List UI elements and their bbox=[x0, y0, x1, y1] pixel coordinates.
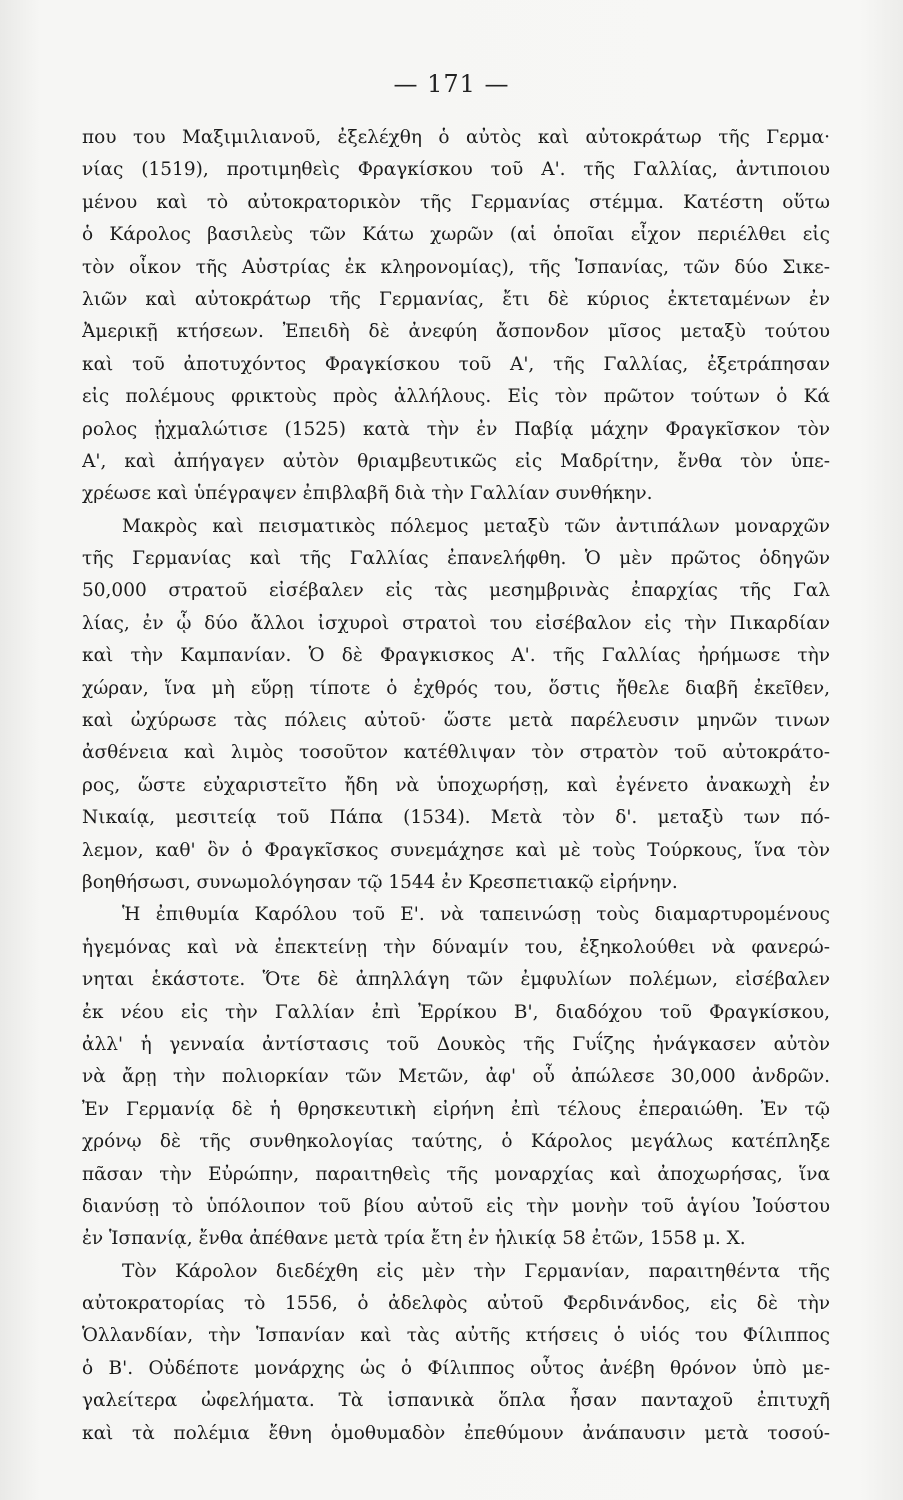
text-line: λεμον, καθ' ὃν ὁ Φραγκῖσκος συνεμάχησε καὶ μὲ τοὺς Τούρκους, ἵνα τὸν bbox=[82, 839, 830, 861]
text-line: ἡγεμόνας καὶ νὰ ἐπεκτείνῃ τὴν δύναμίν του, ἐξηκολούθει νὰ φανερώ- bbox=[82, 936, 830, 958]
text-line: μένου καὶ τὸ αὐτοκρατορικὸν τῆς Γερμανίας στέμμα. Κατέστη οὕτω bbox=[82, 191, 830, 213]
text-line: καὶ τοῦ ἀποτυχόντος Φραγκίσκου τοῦ Α', τῆς Γαλλίας, ἐξετράπησαν bbox=[82, 353, 830, 375]
text-line: ὁ Β'. Οὐδέποτε μονάρχης ὡς ὁ Φίλιππος οὗτος ἀνέβη θρόνον ὑπὸ με- bbox=[82, 1357, 830, 1379]
text-line: νίας (1519), προτιμηθεὶς Φραγκίσκου τοῦ Α'. τῆς Γαλλίας, ἀντιποιου bbox=[82, 159, 830, 181]
text-line: χρέωσε καὶ ὑπέγραψεν ἐπιβλαβῆ διὰ τὴν Γαλλίαν συνθήκην. bbox=[82, 483, 653, 505]
text-line: βοηθήσωσι, συνωμολόγησαν τῷ 1544 ἐν Κρεσπετιακῷ εἰρήνην. bbox=[82, 871, 678, 893]
text-line: Μακρὸς καὶ πεισματικὸς πόλεμος μεταξὺ τῶν ἀντιπάλων μοναρχῶν bbox=[122, 515, 830, 537]
text-line: ρολος ᾐχμαλώτισε (1525) κατὰ τὴν ἐν Παβίᾳ μάχην Φραγκῖσκον τὸν bbox=[82, 418, 830, 440]
text-line: Α', καὶ ἀπήγαγεν αὐτὸν θριαμβευτικῶς εἰς Μαδρίτην, ἔνθα τὸν ὑπε- bbox=[82, 450, 830, 472]
text-line: λιῶν καὶ αὐτοκράτωρ τῆς Γερμανίας, ἔτι δὲ κύριος ἐκτεταμένων ἐν bbox=[82, 288, 830, 310]
text-line: καὶ ὠχύρωσε τὰς πόλεις αὐτοῦ· ὥστε μετὰ παρέλευσιν μηνῶν τινων bbox=[82, 710, 830, 732]
text-line: αὐτοκρατορίας τὸ 1556, ὁ ἀδελφὸς αὐτοῦ Φερδινάνδος, εἰς δὲ τὴν bbox=[82, 1293, 830, 1315]
text-line: εἰς πολέμους φρικτοὺς πρὸς ἀλλήλους. Εἰς τὸν πρῶτον τούτων ὁ Κά bbox=[82, 386, 830, 408]
text-line: ἀλλ' ἡ γενναία ἀντίστασις τοῦ Δουκὸς τῆς Γυΐζης ἠνάγκασεν αὐτὸν bbox=[82, 1033, 830, 1055]
text-line: Νικαίᾳ, μεσιτείᾳ τοῦ Πάπα (1534). Μετὰ τὸν δ'. μεταξὺ των πό- bbox=[82, 807, 830, 829]
text-line: Ὁλλανδίαν, τὴν Ἱσπανίαν καὶ τὰς αὐτῆς κτήσεις ὁ υἱός του Φίλιππος bbox=[82, 1325, 830, 1347]
text-line: πᾶσαν τὴν Εὐρώπην, παραιτηθεὶς τῆς μοναρχίας καὶ ἀποχωρήσας, ἵνα bbox=[82, 1163, 830, 1185]
text-line: 50,000 στρατοῦ εἰσέβαλεν εἰς τὰς μεσημβρινὰς ἐπαρχίας τῆς Γαλ bbox=[82, 580, 830, 602]
text-line: ἐκ νέου εἰς τὴν Γαλλίαν ἐπὶ Ἐρρίκου Β', διαδόχου τοῦ Φραγκίσκου, bbox=[82, 1001, 830, 1023]
text-line: που του Μαξιμιλιανοῦ, ἐξελέχθη ὁ αὐτὸς καὶ αὐτοκράτωρ τῆς Γερμα· bbox=[82, 127, 830, 148]
text-line: γαλείτερα ὠφελήματα. Τὰ ἱσπανικὰ ὅπλα ἦσαν πανταχοῦ ἐπιτυχῆ bbox=[82, 1390, 830, 1412]
text-line: ἀσθένεια καὶ λιμὸς τοσοῦτον κατέθλιψαν τὸν στρατὸν τοῦ αὐτοκράτο- bbox=[82, 742, 830, 764]
text-line: νὰ ἄρῃ τὴν πολιορκίαν τῶν Μετῶν, ἀφ' οὗ ἀπώλεσε 30,000 ἀνδρῶν. bbox=[82, 1066, 830, 1088]
text-line: ὁ Κάρολος βασιλεὺς τῶν Κάτω χωρῶν (αἱ ὁποῖαι εἶχον περιέλθει εἰς bbox=[82, 224, 830, 246]
text-line: Ἡ ἐπιθυμία Καρόλου τοῦ Ε'. νὰ ταπεινώσῃ τοὺς διαμαρτυρομένους bbox=[122, 904, 830, 926]
text-line: Τὸν Κάρολον διεδέχθη εἰς μὲν τὴν Γερμανίαν, παραιτηθέντα τῆς bbox=[122, 1260, 830, 1282]
page-number: — 171 — bbox=[393, 70, 510, 98]
text-line: χώραν, ἵνα μὴ εὕρῃ τίποτε ὁ ἐχθρός του, ὅστις ἤθελε διαβῆ ἐκεῖθεν, bbox=[82, 677, 830, 699]
body-text bbox=[82, 122, 830, 1450]
text-line: ἐν Ἱσπανίᾳ, ἔνθα ἀπέθανε μετὰ τρία ἔτη ἐν ἡλικίᾳ 58 ἐτῶν, 1558 μ. Χ. bbox=[82, 1228, 746, 1250]
text-line: τῆς Γερμανίας καὶ τῆς Γαλλίας ἐπανελήφθη. Ὁ μὲν πρῶτος ὁδηγῶν bbox=[82, 548, 830, 570]
text-line: διανύσῃ τὸ ὑπόλοιπον τοῦ βίου αὐτοῦ εἰς τὴν μονὴν τοῦ ἁγίου Ἰούστου bbox=[82, 1195, 830, 1217]
text-line: καὶ τὴν Καμπανίαν. Ὁ δὲ Φραγκισκος Α'. τῆς Γαλλίας ἠρήμωσε τὴν bbox=[82, 645, 830, 667]
text-line: ρος, ὥστε εὐχαριστεῖτο ἤδη νὰ ὑποχωρήσῃ, καὶ ἐγένετο ἀνακωχὴ ἐν bbox=[82, 774, 830, 796]
text-line: τὸν οἶκον τῆς Αὐστρίας ἐκ κληρονομίας), τῆς Ἱσπανίας, τῶν δύο Σικε- bbox=[82, 256, 830, 278]
text-line: καὶ τὰ πολέμια ἔθνη ὁμοθυμαδὸν ἐπεθύμουν ἀνάπαυσιν μετὰ τοσού- bbox=[82, 1422, 830, 1444]
text-line: Ἀμερικῇ κτήσεων. Ἐπειδὴ δὲ ἀνεφύη ἄσπονδον μῖσος μεταξὺ τούτου bbox=[82, 321, 830, 343]
text-line: Ἐν Γερμανίᾳ δὲ ἡ θρησκευτικὴ εἰρήνη ἐπὶ τέλους ἐπεραιώθη. Ἐν τῷ bbox=[82, 1098, 830, 1120]
text-line: λίας, ἐν ᾧ δύο ἄλλοι ἰσχυροὶ στρατοὶ του εἰσέβαλον εἰς τὴν Πικαρδίαν bbox=[82, 612, 830, 634]
text-line: χρόνῳ δὲ τῆς συνθηκολογίας ταύτης, ὁ Κάρολος μεγάλως κατέπληξε bbox=[82, 1131, 830, 1153]
text-line: νηται ἑκάστοτε. Ὅτε δὲ ἀπηλλάγη τῶν ἐμφυλίων πολέμων, εἰσέβαλεν bbox=[82, 969, 830, 991]
